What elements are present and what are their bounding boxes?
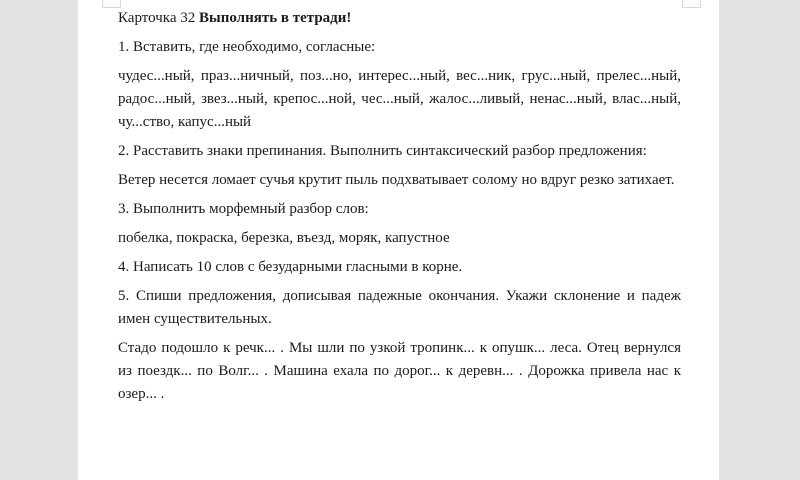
- task2-label: 2. Расставить знаки препинания. Выполнить синтаксический разбор предложения:: [118, 143, 647, 159]
- task1-label: 1. Вставить, где необходимо, согласные:: [118, 39, 376, 55]
- card-title-prefix: Карточка 32: [118, 10, 196, 26]
- left-gutter: [0, 0, 79, 480]
- card-title-instruction: Выполнять в тетради!: [199, 10, 352, 26]
- card-title: [118, 7, 681, 30]
- task2-sentence: Ветер несется ломает сучья крутит пыль подхватывает солому но вдруг резко затихает.: [118, 172, 675, 188]
- task4-label: 4. Написать 10 слов с безударными гласными в корне.: [118, 259, 463, 275]
- task1-word-list: чудес...ный, праз...ничный, поз...но, интерес...ный, вес...ник, грус...ный, прелес...ный, радос...ный, звез...ный, крепос...ной, чес...ный, жалос...ливый, ненас...ный, влас...ный, чу...ство, капус...ный: [118, 68, 681, 130]
- task5-label: 5. Спиши предложения, дописывая падежные окончания. Укажи склонение и падеж имен существительных.: [118, 288, 681, 327]
- task3-label: 3. Выполнить морфемный разбор слов:: [118, 201, 369, 217]
- task5-sentences: Стадо подошло к речк... . Мы шли по узкой тропинк... к опушк... леса. Отец вернулся из поездк... по Волг... . Машина ехала по дорог... к деревн... . Дорожка привела нас к озер... .: [118, 340, 681, 402]
- worksheet-page: [79, 0, 719, 480]
- task3-word-list: побелка, покраска, березка, въезд, моряк, капустное: [118, 230, 450, 246]
- cutoff-element-right: [682, 0, 701, 8]
- worksheet-content: [118, 7, 681, 412]
- right-gutter: [719, 0, 800, 480]
